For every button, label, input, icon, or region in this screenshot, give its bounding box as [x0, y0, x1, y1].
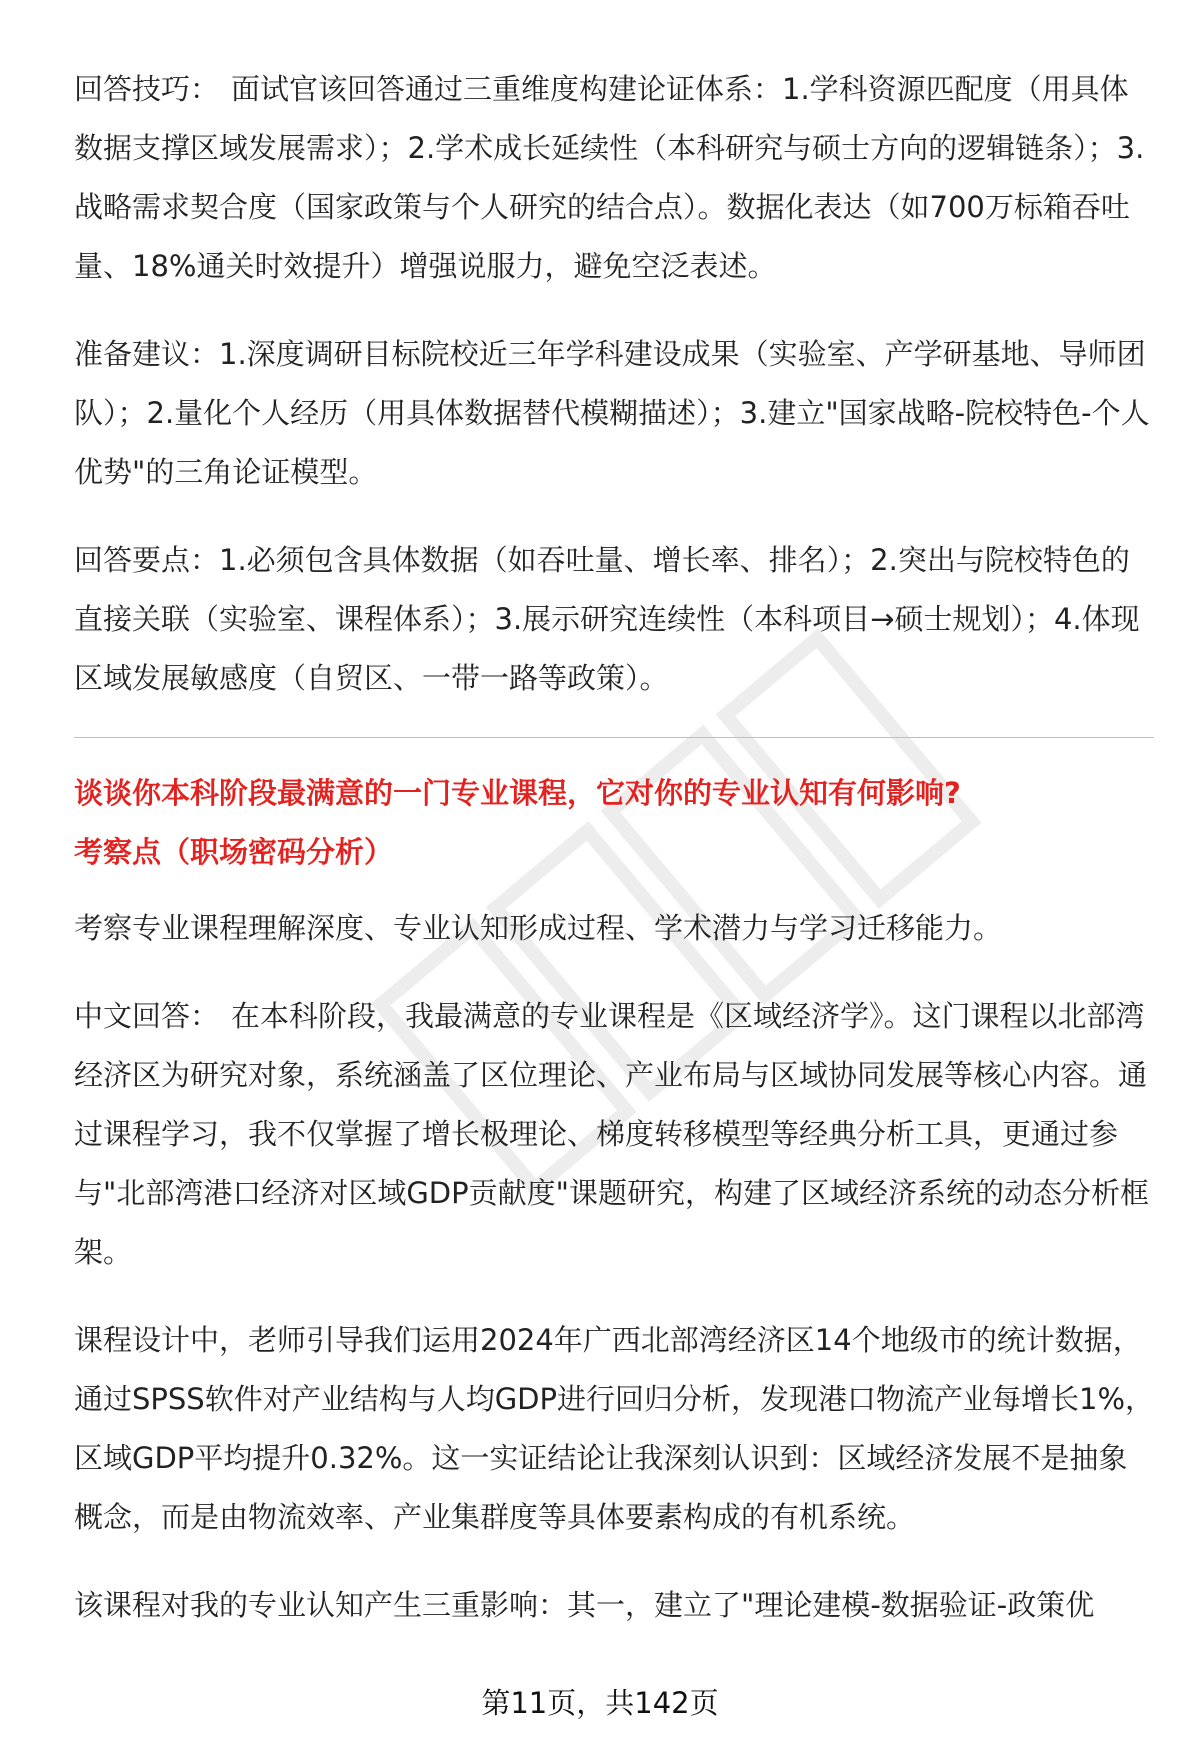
paragraph-chinese-answer: [74, 987, 1154, 1282]
paragraph-text: 课程设计中，老师引导我们运用2024年广西北部湾经济区14个地级市的统计数据，通过SPSS软件对产业结构与人均GDP进行回归分析，发现港口物流产业每增长1%，区域GDP平均提升0.32%。这一实证结论让我深刻认识到：区域经济发展不是抽象概念，而是由物流效率、产业集群度等具体要素构成的有机系统。: [74, 1323, 1155, 1534]
paragraph-assessment: [74, 899, 1154, 958]
paragraph-lead: 准备建议：: [74, 337, 220, 371]
paragraph-prep-advice: [74, 325, 1154, 502]
paragraph-text: 1.必须包含具体数据（如吞吐量、增长率、排名）；2.突出与院校特色的直接关联（实验室、课程体系）；3.展示研究连续性（本科项目→硕士规划）；4.体现区域发展敏感度（自贸区、一带一路等政策）。: [74, 543, 1140, 695]
paragraph-text: 该课程对我的专业认知产生三重影响：其一，建立了"理论建模-数据验证-政策优: [74, 1588, 1095, 1622]
paragraph-lead: 回答要点：: [74, 543, 220, 577]
section-heading: 考察点（职场密码分析）: [74, 835, 394, 869]
paragraph-course-design: [74, 1311, 1154, 1547]
paragraph-lead: 中文回答：: [74, 999, 220, 1033]
paragraph-key-points: [74, 531, 1154, 708]
paragraph-impact: [74, 1576, 1154, 1635]
page-footer: 第11页，共142页: [481, 1686, 719, 1720]
paragraph-text: 1.深度调研目标院校近三年学科建设成果（实验室、产学研基地、导师团队）；2.量化个人经历（用具体数据替代模糊描述）；3.建立"国家战略-院校特色-个人优势"的三角论证模型。: [74, 337, 1150, 489]
paragraph-text: 在本科阶段，我最满意的专业课程是《区域经济学》。这门课程以北部湾经济区为研究对象，系统涵盖了区位理论、产业布局与区域协同发展等核心内容。通过课程学习，我不仅掌握了增长极理论、梯度转移模型等经典分析工具，更通过参与"北部湾港口经济对区域GDP贡献度"课题研究，构建了区域经济系统的动态分析框架。: [74, 999, 1149, 1269]
paragraph-answer-tips: [74, 60, 1154, 296]
paragraph-text: 考察专业课程理解深度、专业认知形成过程、学术潜力与学习迁移能力。: [74, 911, 1003, 945]
paragraph-lead: 回答技巧：: [74, 72, 220, 106]
interview-question: 谈谈你本科阶段最满意的一门专业课程，它对你的专业认知有何影响?: [74, 776, 961, 810]
section-divider: [74, 737, 1154, 738]
document-page: [74, 60, 1154, 1664]
paragraph-text: 面试官该回答通过三重维度构建论证体系：1.学科资源匹配度（用具体数据支撑区域发展需求）；2.学术成长延续性（本科研究与硕士方向的逻辑链条）；3.战略需求契合度（国家政策与个人研究的结合点）。数据化表达（如700万标箱吞吐量、18%通关时效提升）增强说服力，避免空泛表述。: [74, 72, 1145, 283]
